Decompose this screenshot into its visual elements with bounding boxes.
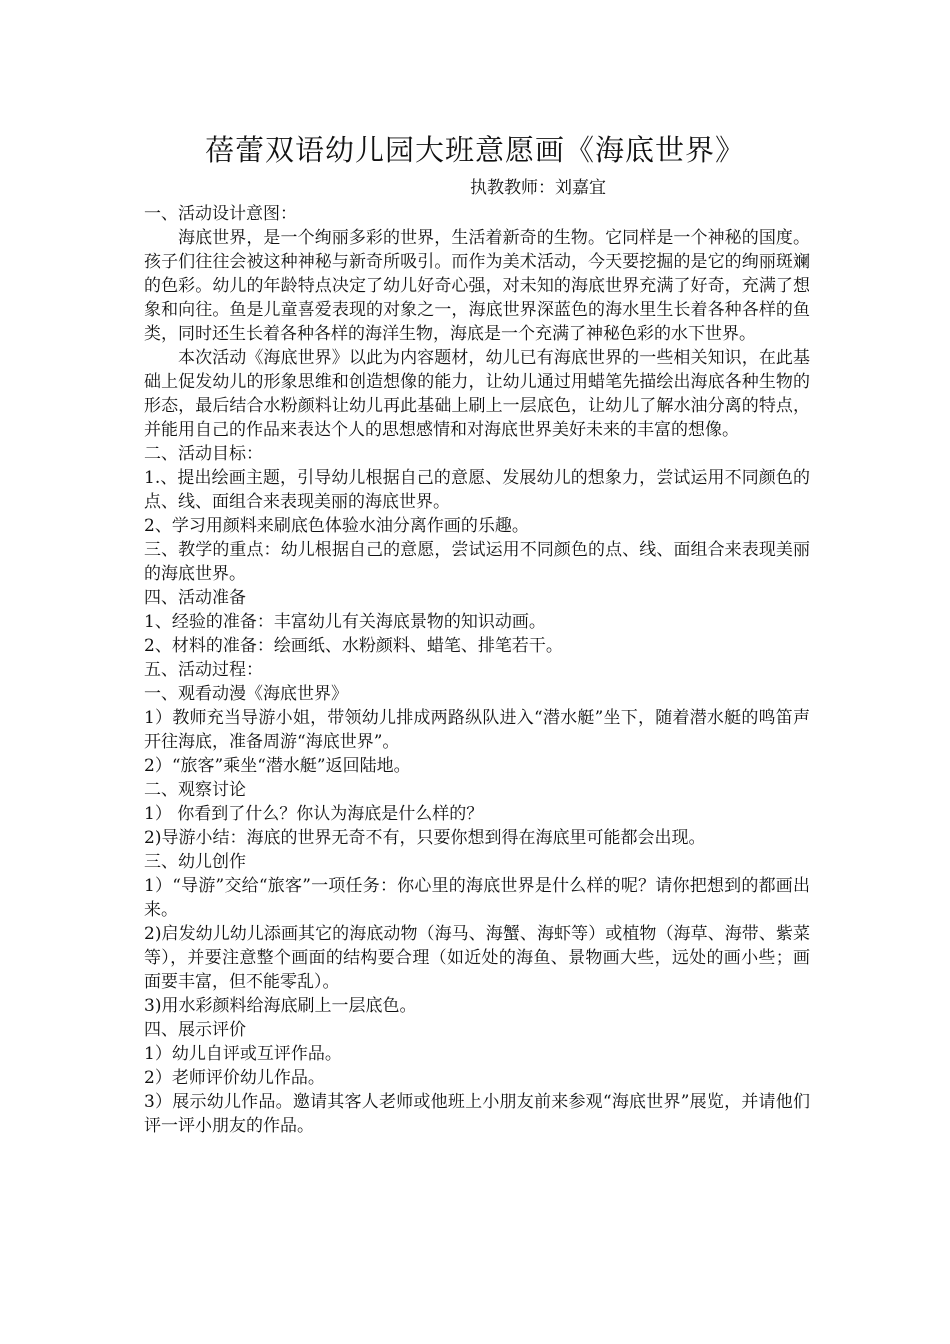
paragraph: 1）“导游”交给“旅客”一项任务：你心里的海底世界是什么样的呢？请你把想到的都画出来。: [144, 876, 810, 920]
document-title: 蓓蕾双语幼儿园大班意愿画《海底世界》: [204, 133, 745, 167]
paragraph: 三、幼儿创作: [144, 852, 246, 872]
paragraph: 2、材料的准备：绘画纸、水粉颜料、蜡笔、排笔若干。: [144, 636, 563, 656]
paragraph: 海底世界，是一个绚丽多彩的世界，生活着新奇的生物。它同样是一个神秘的国度。孩子们往往会被这种神秘与新奇所吸引。而作为美术活动，今天要挖掘的是它的绚丽斑斓的色彩。幼儿的年龄特点决定了幼儿好奇心强，对未知的海底世界充满了好奇，充满了想象和向往。鱼是儿童喜爱表现的对象之一，海底世界深蓝色的海水里生长着各种各样的鱼类，同时还生长着各种各样的海洋生物，海底是一个充满了神秘色彩的水下世界。: [144, 228, 810, 344]
paragraph: 1） 你看到了什么？你认为海底是什么样的？: [144, 804, 484, 824]
paragraph: 1）教师充当导游小姐，带领幼儿排成两路纵队进入“潜水艇”坐下，随着潜水艇的鸣笛声开往海底，准备周游“海底世界”。: [144, 708, 810, 752]
paragraph: 2）老师评价幼儿作品。: [144, 1068, 325, 1088]
paragraph: 四、展示评价: [144, 1020, 246, 1040]
paragraph: 2）“旅客”乘坐“潜水艇”返回陆地。: [144, 756, 411, 776]
paragraph: 四、活动准备: [144, 588, 246, 608]
paragraph: 2)导游小结：海底的世界无奇不有，只要你想到得在海底里可能都会出现。: [144, 828, 706, 848]
paragraph: 二、活动目标：: [144, 444, 263, 464]
document-body: [144, 202, 810, 1138]
paragraph: 1）幼儿自评或互评作品。: [144, 1044, 342, 1064]
paragraph: 本次活动《海底世界》以此为内容题材，幼儿已有海底世界的一些相关知识，在此基础上促发幼儿的形象思维和创造想像的能力，让幼儿通过用蜡笔先描绘出海底各种生物的形态，最后结合水粉颜料让幼儿再此基础上刷上一层底色，让幼儿了解水油分离的特点，并能用自己的作品来表达个人的思想感情和对海底世界美好未来的丰富的想像。: [144, 348, 810, 440]
paragraph: 三、教学的重点：幼儿根据自己的意愿，尝试运用不同颜色的点、线、面组合来表现美丽的海底世界。: [144, 540, 810, 584]
teacher-line: 执教教师：刘嘉宜: [470, 178, 606, 198]
paragraph: 2)启发幼儿幼儿添画其它的海底动物（海马、海蟹、海虾等）或植物（海草、海带、紫菜等），并要注意整个画面的结构要合理（如近处的海鱼、景物画大些，远处的画小些；画面要丰富，但不能零乱）。: [144, 924, 810, 992]
paragraph: 3)用水彩颜料给海底刷上一层底色。: [144, 996, 417, 1016]
paragraph: 1.、提出绘画主题，引导幼儿根据自己的意愿、发展幼儿的想象力，尝试运用不同颜色的点、线、面组合来表现美丽的海底世界。: [144, 468, 810, 512]
paragraph: 一、活动设计意图：: [144, 204, 297, 224]
paragraph: 2、学习用颜料来刷底色体验水油分离作画的乐趣。: [144, 516, 529, 536]
paragraph: 一、观看动漫《海底世界》: [144, 684, 348, 704]
paragraph: 1、经验的准备：丰富幼儿有关海底景物的知识动画。: [144, 612, 546, 632]
paragraph: 五、活动过程：: [144, 660, 263, 680]
paragraph: 二、观察讨论: [144, 780, 246, 800]
paragraph: 3）展示幼儿作品。邀请其客人老师或他班上小朋友前来参观“海底世界”展览，并请他们评一评小朋友的作品。: [144, 1092, 810, 1136]
